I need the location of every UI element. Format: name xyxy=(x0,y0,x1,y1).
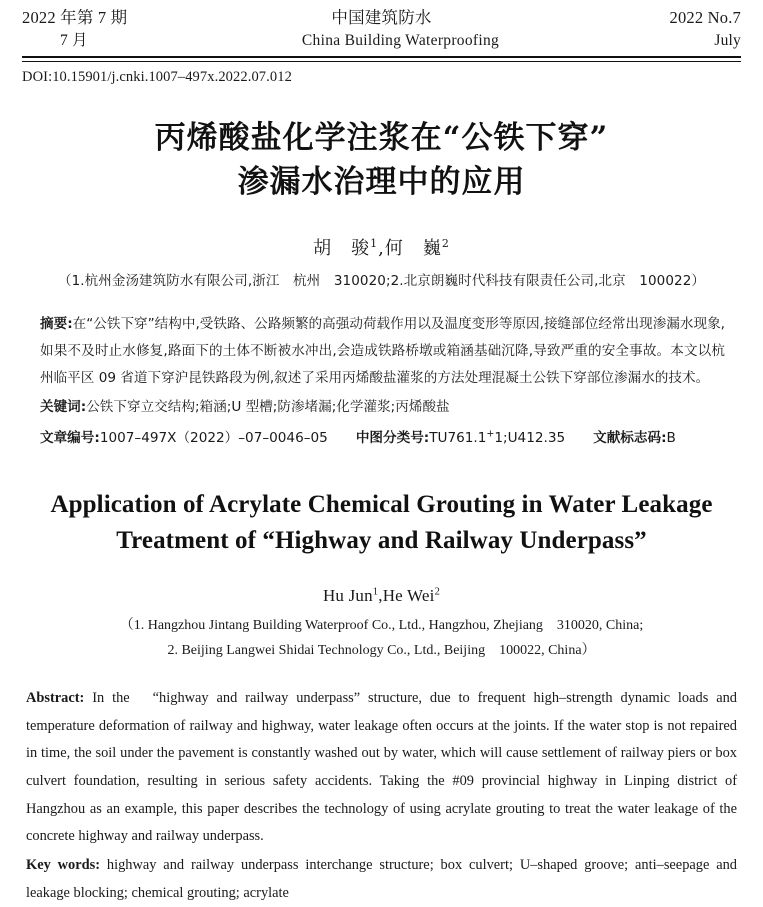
issue-month-cn: 7 月 xyxy=(60,31,88,49)
page-title-cn-line2: 渗漏水治理中的应用 xyxy=(237,163,526,200)
article-metadata-cn xyxy=(40,425,725,452)
abstract-block-cn xyxy=(22,311,741,451)
abstract-label-cn: 摘要: xyxy=(40,315,73,332)
keywords-en xyxy=(26,852,737,907)
document-code-label: 文献标志码: xyxy=(593,429,667,446)
author-cn-2-affil-marker: 2 xyxy=(441,236,450,250)
affiliations-en xyxy=(22,614,741,663)
page-title-cn-line1: 丙烯酸盐化学注浆在“公铁下穿” xyxy=(154,119,609,156)
article-id xyxy=(40,425,328,452)
abstract-text-en: In the “highway and railway underpass” structure, due to frequent high–strength dynamic loads and temperature deformation of railway and highway, water leakage often occurs at the joints. If the water stop is not repaired in time, the soil under the pavement is constantly washed out by water, which will cause settlement of railway piers or box culvert foundation, resulting in serious safety accidents. Taking the #09 provincial highway in Linping district of Hangzhou as an example, this paper describes the technology of using acrylate grouting to treat the water leakage of the concrete highway and railway underpass. xyxy=(26,690,737,845)
document-code-value: B xyxy=(666,429,676,446)
article-id-label: 文章编号: xyxy=(40,429,100,446)
clc-number-superscript: + xyxy=(486,428,495,440)
document-code xyxy=(593,425,676,452)
affiliation-en-2: 2. Beijing Langwei Shidai Technology Co., Ltd., Beijing 100022, China） xyxy=(167,642,596,658)
author-en-1: Hu Jun xyxy=(322,586,373,606)
journal-name-cn: 中国建筑防水 xyxy=(331,8,432,27)
running-head xyxy=(22,0,741,52)
page-title-en-line1: Application of Acrylate Chemical Grouting in Water Leakage xyxy=(50,491,713,519)
page-title-cn xyxy=(22,116,741,204)
authors-en xyxy=(22,586,741,606)
author-en-2-affil-marker: 2 xyxy=(434,586,441,598)
clc-number-label: 中图分类号: xyxy=(355,429,430,446)
author-cn-1-affil-marker: 1 xyxy=(370,236,379,250)
keywords-label-en: Key words: xyxy=(26,856,101,873)
abstract-label-en: Abstract: xyxy=(26,690,85,707)
clc-number xyxy=(356,425,565,452)
author-en-2: He Wei xyxy=(382,586,435,606)
header-divider xyxy=(22,56,741,62)
doi-line: DOI:10.15901/j.cnki.1007–497x.2022.07.012 xyxy=(22,68,292,85)
authors-cn xyxy=(22,234,741,260)
author-cn-2: 何 巍 xyxy=(384,237,442,259)
keywords-cn xyxy=(40,394,725,421)
article-id-value: 1007–497X（2022）–07–0046–05 xyxy=(99,429,328,446)
keywords-text-en: highway and railway underpass interchange structure; box culvert; U–shaped groove; anti–seepage and leakage blocking; chemical grouting; acrylate xyxy=(26,856,737,901)
page-title-en xyxy=(22,487,741,558)
journal-name-en: China Building Waterproofing xyxy=(301,31,500,49)
keywords-label-cn: 关键词: xyxy=(40,398,87,415)
abstract-text-cn: 在“公铁下穿”结构中,受铁路、公路频繁的高强动荷载作用以及温度变形等原因,接缝部位经常出现渗漏水现象,如果不及时止水修复,路面下的土体不断被水冲出,会造成铁路桥墩或箱涵基础沉降,导致严重的安全事故。本文以杭州临平区 09 省道下穿沪昆铁路段为例,叙述了采用丙烯酸盐灌浆的方法处理混凝土公铁下穿部位渗漏水的技术。 xyxy=(40,315,725,386)
issue-month-en: July xyxy=(714,31,741,49)
running-head-row-1 xyxy=(22,6,741,30)
affiliation-en-1: （1. Hangzhou Jintang Building Waterproof Co., Ltd., Hangzhou, Zhejiang 310020, China; xyxy=(119,618,644,634)
keywords-text-cn: 公铁下穿立交结构;箱涵;U 型槽;防渗堵漏;化学灌浆;丙烯酸盐 xyxy=(86,398,450,415)
abstract-block-en xyxy=(22,685,741,907)
author-cn-1: 胡 骏 xyxy=(313,237,371,259)
clc-number-value-post: 1;U412.35 xyxy=(494,429,566,446)
authors-en-separator: , xyxy=(378,586,383,606)
authors-cn-separator: , xyxy=(378,237,385,259)
affiliations-cn: （1.杭州金汤建筑防水有限公司,浙江 杭州 310020;2.北京朗巍时代科技有限责任公司,北京 100022） xyxy=(57,272,706,289)
abstract-en xyxy=(26,685,737,851)
abstract-cn xyxy=(40,311,725,392)
running-head-row-2 xyxy=(22,30,741,52)
clc-number-value-pre: TU761.1 xyxy=(429,429,487,446)
issue-info-en: 2022 No.7 xyxy=(669,8,741,27)
author-en-1-affil-marker: 1 xyxy=(372,586,379,598)
page-title-en-line2: Treatment of “Highway and Railway Underpass” xyxy=(116,526,647,554)
issue-info-cn: 2022 年第 7 期 xyxy=(22,8,128,27)
